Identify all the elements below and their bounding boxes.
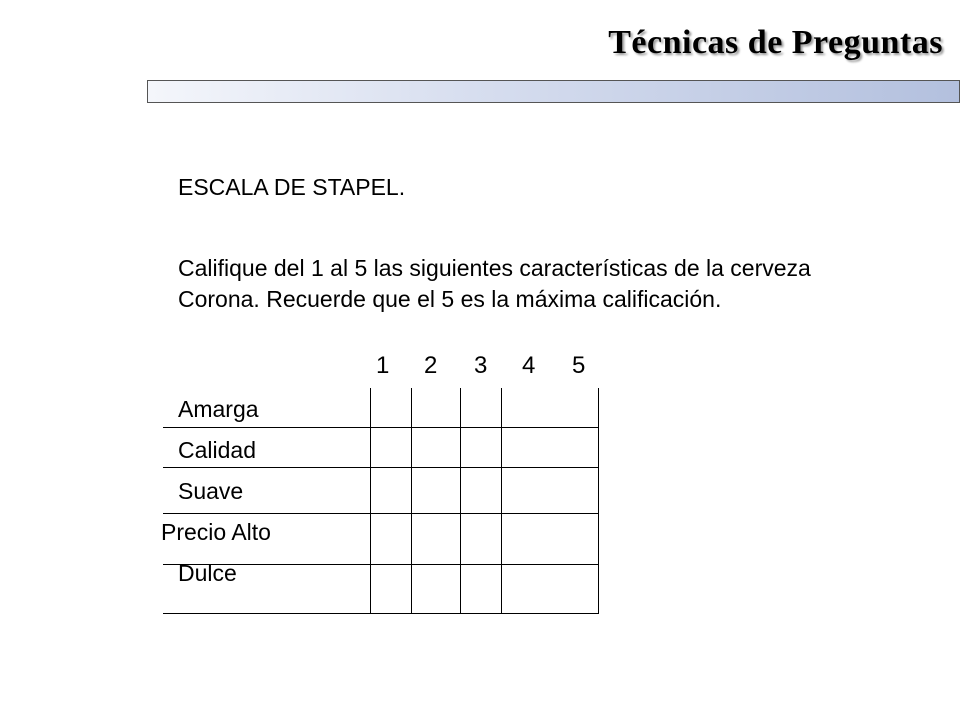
rating-cell[interactable] [371,565,412,614]
rating-cell[interactable] [412,468,461,514]
rating-cell[interactable] [371,514,412,565]
slide-title: Técnicas de Preguntas [608,24,943,61]
rating-cell[interactable] [502,428,599,468]
scale-number: 1 [376,352,390,379]
scale-number: 4 [522,352,536,379]
rating-cell[interactable] [461,565,502,614]
row-label: Amarga [178,396,259,422]
rating-cell[interactable] [412,388,461,428]
rating-cell[interactable] [502,514,599,565]
rating-cell[interactable] [412,428,461,468]
rating-cell[interactable] [502,468,599,514]
scale-number: 5 [572,352,586,379]
rating-cell[interactable] [371,428,412,468]
rating-cell[interactable] [502,388,599,428]
row-label: Dulce [178,560,237,586]
row-label: Precio Alto [161,519,271,545]
rating-cell[interactable] [461,428,502,468]
scale-number: 3 [474,352,488,379]
rating-cell[interactable] [461,468,502,514]
instructions-text: Califique del 1 al 5 las siguientes características de la cerveza Corona. Recuerde que el 5 es la máxima calificación. [178,255,811,312]
rating-cell[interactable] [412,514,461,565]
row-label: Calidad [178,437,256,463]
scale-heading: ESCALA DE STAPEL. [178,174,406,200]
scale-number: 2 [424,352,438,379]
rating-cell[interactable] [461,388,502,428]
rating-cell[interactable] [371,468,412,514]
rating-cell[interactable] [461,514,502,565]
rating-cell[interactable] [502,565,599,614]
row-label: Suave [178,478,244,504]
rating-cell[interactable] [371,388,412,428]
rating-cell[interactable] [412,565,461,614]
